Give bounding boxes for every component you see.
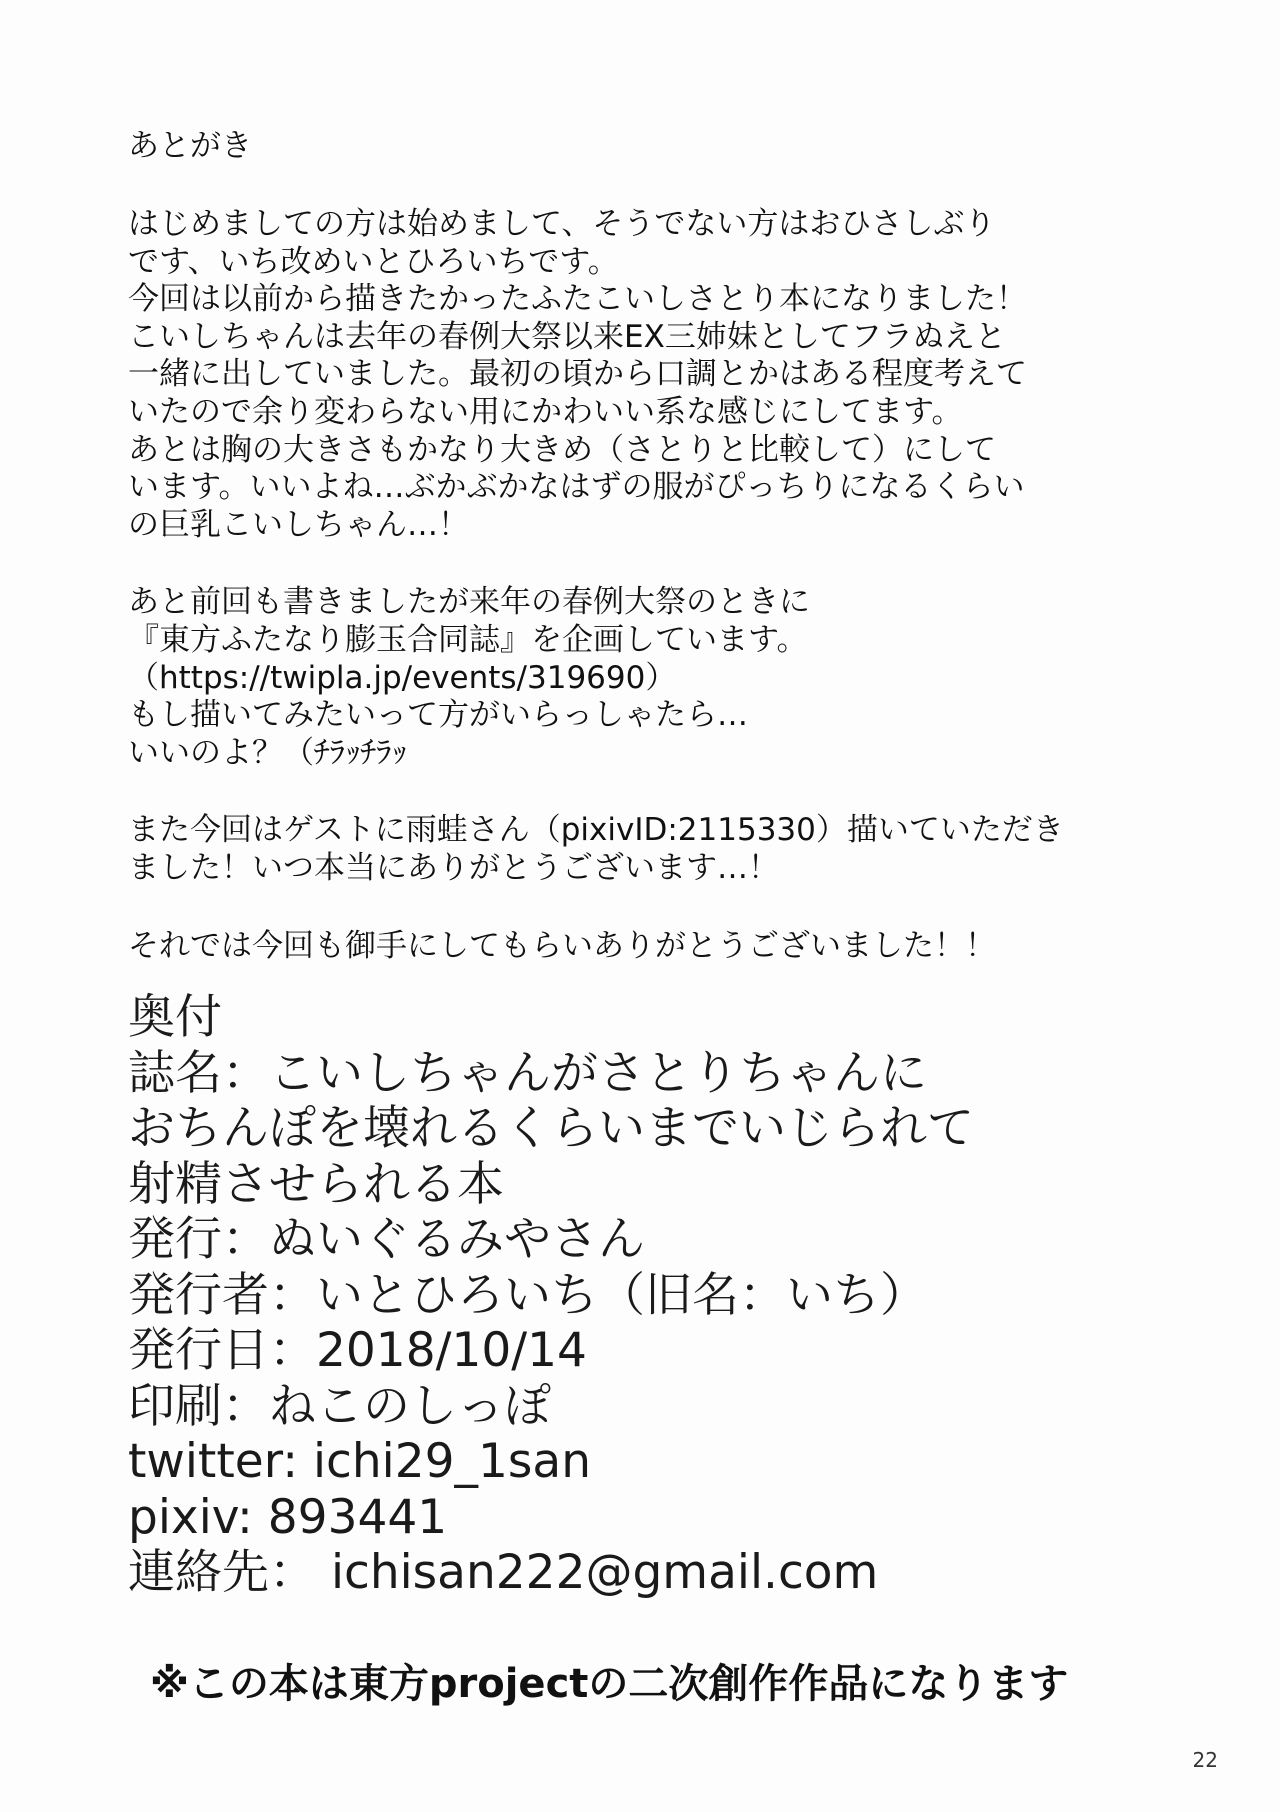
colophon-title-cont: おちんぽを壊れるくらいまでいじられて — [128, 1101, 974, 1156]
text-line: います。いいよね…ぶかぶかなはずの服がぴっちりになるくらい — [128, 469, 1025, 506]
text-line: の巨乳こいしちゃん…！ — [128, 506, 469, 543]
afterword-paragraph-4 — [128, 928, 1168, 966]
afterword-heading: あとがき — [128, 128, 252, 164]
text-line: はじめましての方は始めまして、そうでない方はおひさしぶり — [128, 206, 996, 242]
text-line: こいしちゃんは去年の春例大祭以来EX三姉妹としてフラぬえと — [128, 318, 1006, 355]
afterword-paragraph-2 — [128, 584, 1168, 772]
text-line: いいのよ？（ﾁﾗｯﾁﾗｯ — [128, 734, 407, 771]
afterword-paragraph-3 — [128, 812, 1168, 887]
colophon-title: 誌名：こいしちゃんがさとりちゃんに — [128, 1045, 927, 1101]
text-line: です、いち改めいとひろいちです。 — [128, 243, 619, 280]
colophon-title-cont: 射精させられる本 — [128, 1156, 504, 1212]
text-line: 『東方ふたなり膨玉合同誌』を企画しています。 — [128, 621, 808, 658]
colophon-twitter: twitter: ichi29_1san — [128, 1434, 592, 1489]
colophon-printer: 印刷：ねこのしっぽ — [128, 1378, 551, 1434]
text-line: 一緒に出していました。最初の頃から口調とかはある程度考えて — [128, 356, 1027, 393]
derivative-work-note: ※この本は東方projectの二次創作作品になります — [150, 1661, 1069, 1707]
colophon-section — [128, 990, 1228, 1601]
colophon-pixiv: pixiv: 893441 — [128, 1489, 448, 1545]
text-line: いたので余り変わらない用にかわいい系な感じにしてます。 — [128, 393, 963, 430]
colophon-contact: 連絡先： ichisan222@gmail.com — [128, 1545, 879, 1600]
colophon-date: 発行日：2018/10/14 — [128, 1323, 587, 1378]
afterword-paragraph-1 — [128, 206, 1168, 544]
text-line: また今回はゲストに雨蛙さん（pixivID:2115330）描いていただき — [128, 812, 1064, 849]
text-line: 今回は以前から描きたかったふたこいしさとり本になりました！ — [128, 281, 1027, 318]
text-line: もし描いてみたいって方がいらっしゃたら… — [128, 697, 748, 734]
text-line: あとは胸の大きさもかなり大きめ（さとりと比較して）にして — [128, 431, 996, 468]
event-url-line: （https://twipla.jp/events/319690） — [128, 659, 677, 696]
page-number: 22 — [1192, 1748, 1218, 1772]
colophon-heading: 奥付 — [128, 990, 222, 1045]
afterword-section — [128, 126, 1168, 1005]
colophon-author: 発行者：いとひろいち（旧名：いち） — [128, 1267, 927, 1323]
text-line: あと前回も書きましたが来年の春例大祭のときに — [128, 584, 810, 621]
colophon-publisher: 発行：ぬいぐるみやさん — [128, 1212, 645, 1267]
text-line: ました！いつ本当にありがとうございます…！ — [128, 849, 779, 886]
text-line: それでは今回も御手にしてもらいありがとうございました！！ — [128, 927, 996, 964]
